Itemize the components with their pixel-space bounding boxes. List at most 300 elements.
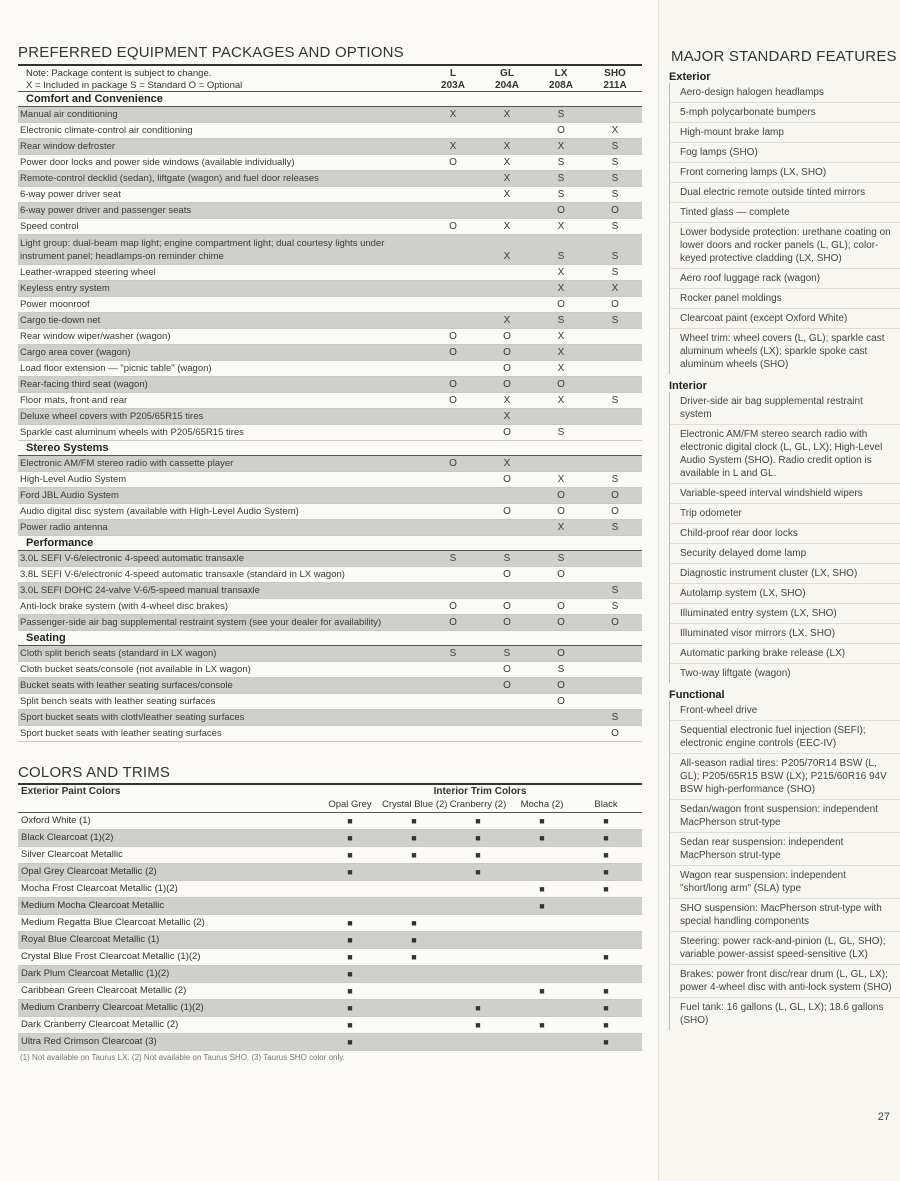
option-availability: X	[557, 283, 565, 294]
option-availability	[426, 678, 480, 693]
option-availability: X	[557, 522, 565, 533]
option-availability: X	[503, 251, 511, 262]
option-availability: X	[557, 474, 565, 485]
packages-table	[18, 92, 642, 742]
availability-marker: ■	[475, 850, 481, 860]
option-availability: S	[611, 395, 619, 406]
exterior-header: Exterior Paint Colors	[21, 786, 121, 797]
option-availability	[588, 456, 642, 471]
availability-marker: ■	[411, 952, 417, 962]
option-availability	[426, 504, 480, 519]
option-label: Manual air conditioning	[20, 109, 118, 120]
option-availability	[588, 377, 642, 392]
trim-column-header: Black	[594, 799, 618, 810]
availability-marker: ■	[347, 867, 353, 877]
feature-item: Sequential electronic fuel injection (SEFI); electronic engine controls (EEC-IV)	[670, 720, 900, 753]
availability-marker: ■	[539, 884, 545, 894]
option-availability: O	[611, 490, 619, 501]
availability-marker	[382, 898, 446, 914]
option-availability	[534, 409, 588, 424]
option-availability: X	[503, 221, 511, 232]
option-label: Deluxe wheel covers with P205/65R15 tires	[20, 411, 204, 422]
option-availability	[480, 694, 534, 709]
option-availability: O	[611, 617, 619, 628]
availability-marker	[446, 915, 510, 931]
feature-item: Illuminated visor mirrors (LX, SHO)	[670, 623, 900, 643]
table-row	[18, 139, 642, 155]
availability-marker: ■	[347, 1037, 353, 1047]
availability-marker: ■	[539, 901, 545, 911]
availability-marker	[510, 1000, 574, 1016]
trim-header-row	[18, 797, 642, 813]
option-availability: X	[557, 141, 565, 152]
feature-list	[669, 83, 900, 374]
paint-color-name: Ultra Red Crimson Clearcoat (3)	[21, 1036, 157, 1047]
feature-item: Wagon rear suspension: independent "short/long arm" (SLA) type	[670, 865, 900, 898]
feature-item: Driver-side air bag supplemental restraint system	[680, 396, 863, 420]
colors-footnote: (1) Not available on Taurus LX. (2) Not available on Taurus SHO. (3) Taurus SHO color only.	[20, 1053, 345, 1062]
table-row	[18, 710, 642, 726]
option-availability: O	[557, 696, 565, 707]
option-label: High-Level Audio System	[20, 474, 127, 485]
table-row	[18, 345, 642, 361]
availability-marker: ■	[411, 850, 417, 860]
option-availability: X	[503, 109, 511, 120]
table-row	[18, 830, 642, 847]
availability-marker	[510, 966, 574, 982]
option-availability: O	[611, 299, 619, 310]
availability-marker	[510, 949, 574, 965]
option-availability: X	[557, 221, 565, 232]
option-label: Cargo tie-down net	[20, 315, 101, 326]
option-label: Ford JBL Audio System	[20, 490, 119, 501]
table-row	[18, 155, 642, 171]
availability-marker: ■	[411, 935, 417, 945]
feature-item: Sedan rear suspension: independent MacPherson strut-type	[670, 832, 900, 865]
table-row	[18, 488, 642, 504]
availability-marker	[446, 932, 510, 948]
feature-item: Autolamp system (LX, SHO)	[670, 583, 900, 603]
option-availability: O	[503, 601, 511, 612]
table-row	[18, 694, 642, 710]
table-row	[18, 520, 642, 536]
option-availability: S	[611, 173, 619, 184]
option-availability: O	[503, 617, 511, 628]
table-row	[18, 551, 642, 567]
table-row	[18, 472, 642, 488]
table-row	[18, 203, 642, 219]
feature-item: Rocker panel moldings	[670, 288, 900, 308]
table-row	[18, 393, 642, 409]
package-column-l: L 203A	[441, 68, 465, 91]
availability-marker	[446, 1034, 510, 1050]
table-row	[18, 235, 642, 265]
availability-marker	[382, 881, 446, 897]
package-column-lx: LX 208A	[549, 68, 573, 91]
option-availability	[480, 123, 534, 138]
option-availability: S	[611, 189, 619, 200]
option-label: 6-way power driver and passenger seats	[20, 205, 192, 216]
option-availability: O	[611, 728, 619, 739]
option-availability	[588, 694, 642, 709]
option-availability	[426, 520, 480, 535]
option-availability: O	[449, 379, 457, 390]
option-availability: X	[503, 141, 511, 152]
feature-group-heading: Interior	[669, 380, 707, 392]
table-row	[18, 966, 642, 983]
availability-marker	[446, 949, 510, 965]
option-label: Anti-lock brake system (with 4-wheel disc brakes)	[20, 601, 229, 612]
availability-marker: ■	[347, 952, 353, 962]
option-label: Audio digital disc system (available with High-Level Audio System)	[20, 506, 299, 517]
option-availability: S	[557, 251, 565, 262]
option-label: Sport bucket seats with cloth/leather seating surfaces	[20, 712, 245, 723]
option-availability: X	[449, 141, 457, 152]
option-availability: O	[503, 569, 511, 580]
table-row	[18, 847, 642, 864]
colors-table	[18, 783, 642, 1051]
option-availability	[426, 726, 480, 741]
option-label: Electronic AM/FM stereo radio with cassette player	[20, 458, 234, 469]
availability-marker: ■	[603, 986, 609, 996]
option-availability	[426, 361, 480, 376]
feature-item: All-season radial tires: P205/70R14 BSW (L, GL); P205/65R15 BSW (LX); P215/60R16 94V BSW high-performance (SHO)	[670, 753, 900, 799]
availability-marker	[510, 1034, 574, 1050]
table-row	[18, 881, 642, 898]
table-row	[18, 297, 642, 313]
availability-marker: ■	[603, 1020, 609, 1030]
option-availability	[426, 265, 480, 280]
option-availability	[534, 726, 588, 741]
availability-marker	[510, 932, 574, 948]
option-availability: S	[557, 664, 565, 675]
option-availability: S	[611, 474, 619, 485]
option-availability: S	[611, 221, 619, 232]
option-availability: X	[503, 157, 511, 168]
option-availability	[534, 583, 588, 598]
feature-item: Variable-speed interval windshield wipers	[670, 483, 900, 503]
option-availability: O	[503, 331, 511, 342]
option-availability: S	[557, 427, 565, 438]
option-availability	[426, 583, 480, 598]
option-availability: X	[449, 109, 457, 120]
left-column	[18, 44, 642, 1062]
feature-item: Brakes: power front disc/rear drum (L, GL, LX); power 4-wheel disc with anti-lock system (SHO)	[670, 964, 900, 997]
option-availability: S	[557, 553, 565, 564]
option-availability: O	[557, 299, 565, 310]
note-line-1: Note: Package content is subject to change.	[26, 68, 212, 79]
trim-column-header: Crystal Blue (2)	[382, 799, 448, 810]
colors-title: COLORS AND TRIMS	[18, 764, 171, 781]
option-availability	[480, 203, 534, 218]
feature-item: Aero roof luggage rack (wagon)	[670, 268, 900, 288]
availability-marker: ■	[539, 816, 545, 826]
feature-list	[669, 701, 900, 1030]
option-availability	[426, 425, 480, 440]
colors-header	[18, 783, 642, 797]
option-availability	[588, 551, 642, 566]
option-availability: S	[611, 141, 619, 152]
table-row	[18, 281, 642, 297]
availability-marker: ■	[475, 867, 481, 877]
availability-marker	[382, 1000, 446, 1016]
option-availability: S	[503, 553, 511, 564]
paint-color-name: Medium Cranberry Clearcoat Metallic (1)(2)	[21, 1002, 204, 1013]
option-availability	[480, 583, 534, 598]
packages-header	[18, 64, 642, 92]
table-row	[18, 409, 642, 425]
option-availability: O	[449, 157, 457, 168]
availability-marker	[446, 983, 510, 999]
option-availability: O	[557, 490, 565, 501]
option-availability: S	[611, 251, 619, 262]
availability-marker: ■	[411, 833, 417, 843]
option-availability: O	[557, 648, 565, 659]
option-availability: O	[449, 395, 457, 406]
availability-marker	[318, 898, 382, 914]
table-row	[18, 915, 642, 932]
feature-group-heading: Functional	[669, 689, 725, 701]
option-availability	[426, 297, 480, 312]
option-availability: O	[611, 205, 619, 216]
availability-marker: ■	[539, 1020, 545, 1030]
option-availability	[426, 281, 480, 296]
option-label: Bucket seats with leather seating surfaces/console	[20, 680, 233, 691]
option-availability: O	[557, 680, 565, 691]
note-line-2: X = Included in package S = Standard O = Optional	[26, 80, 243, 91]
option-label: Leather-wrapped steering wheel	[20, 267, 156, 278]
features-panel	[658, 0, 900, 1181]
option-availability	[426, 203, 480, 218]
table-row	[18, 583, 642, 599]
availability-marker: ■	[411, 816, 417, 826]
option-availability	[426, 187, 480, 202]
option-availability: X	[557, 347, 565, 358]
table-row	[18, 107, 642, 123]
option-label: Rear window wiper/washer (wagon)	[20, 331, 171, 342]
availability-marker: ■	[475, 1020, 481, 1030]
availability-marker	[382, 1034, 446, 1050]
availability-marker: ■	[475, 1003, 481, 1013]
feature-item: Steering: power rack-and-pinion (L, GL, SHO); variable power-assist speed-sensitive (LX)	[670, 931, 900, 964]
option-availability	[588, 107, 642, 122]
option-availability: S	[557, 189, 565, 200]
option-availability: O	[557, 569, 565, 580]
feature-item: Electronic AM/FM stereo search radio with electronic digital clock (L, GL, LX); High-Level Audio System (SHO). Radio credit option is available in L and GL.	[670, 424, 900, 483]
availability-marker	[318, 881, 382, 897]
option-availability	[534, 456, 588, 471]
option-availability: S	[503, 648, 511, 659]
feature-group-heading: Exterior	[669, 71, 711, 83]
option-availability	[426, 694, 480, 709]
option-availability: O	[503, 363, 511, 374]
feature-item: Diagnostic instrument cluster (LX, SHO)	[670, 563, 900, 583]
feature-item: Front cornering lamps (LX, SHO)	[670, 162, 900, 182]
table-row	[18, 726, 642, 742]
package-column-gl: GL 204A	[495, 68, 519, 91]
option-availability: X	[557, 267, 565, 278]
option-label: Sport bucket seats with leather seating surfaces	[20, 728, 222, 739]
option-availability	[480, 265, 534, 280]
option-availability: X	[503, 173, 511, 184]
trim-column-header: Cranberry (2)	[449, 799, 507, 810]
paint-color-name: Oxford White (1)	[21, 815, 91, 826]
table-row	[18, 932, 642, 949]
table-row	[18, 265, 642, 281]
option-label: 3.0L SEFI V-6/electronic 4-speed automatic transaxle	[20, 553, 245, 564]
option-availability	[588, 361, 642, 376]
option-availability: O	[557, 379, 565, 390]
option-label: Power door locks and power side windows (available individually)	[20, 157, 295, 168]
feature-item: Child-proof rear door locks	[670, 523, 900, 543]
availability-marker	[446, 966, 510, 982]
option-availability: O	[503, 680, 511, 691]
category-heading: Stereo Systems	[18, 441, 642, 456]
option-availability: O	[449, 617, 457, 628]
feature-item: Automatic parking brake release (LX)	[670, 643, 900, 663]
option-availability	[588, 425, 642, 440]
feature-item: Two-way liftgate (wagon)	[670, 663, 900, 683]
table-row	[18, 864, 642, 881]
feature-item: Front-wheel drive	[680, 705, 758, 716]
availability-marker: ■	[539, 833, 545, 843]
option-label: Cargo area cover (wagon)	[20, 347, 131, 358]
option-availability: O	[449, 601, 457, 612]
option-availability: O	[557, 205, 565, 216]
table-row	[18, 898, 642, 915]
availability-marker	[574, 898, 638, 914]
table-row	[18, 1017, 642, 1034]
option-availability	[426, 171, 480, 186]
availability-marker: ■	[603, 1003, 609, 1013]
option-availability: O	[503, 427, 511, 438]
feature-item: SHO suspension: MacPherson strut-type with special handling components	[670, 898, 900, 931]
option-label: Speed control	[20, 221, 79, 232]
paint-color-name: Medium Regatta Blue Clearcoat Metallic (2)	[21, 917, 205, 928]
table-row	[18, 377, 642, 393]
option-availability	[480, 726, 534, 741]
availability-marker	[510, 864, 574, 880]
option-availability	[480, 297, 534, 312]
trim-column-header: Opal Grey	[328, 799, 372, 810]
availability-marker: ■	[347, 816, 353, 826]
option-label: Passenger-side air bag supplemental restraint system (see your dealer for availability)	[20, 617, 382, 628]
option-availability: X	[557, 331, 565, 342]
availability-marker	[382, 983, 446, 999]
option-availability	[480, 710, 534, 725]
paint-color-name: Medium Mocha Clearcoat Metallic	[21, 900, 165, 911]
option-availability: O	[503, 506, 511, 517]
option-label: Power moonroof	[20, 299, 90, 310]
availability-marker: ■	[347, 850, 353, 860]
availability-marker: ■	[347, 918, 353, 928]
option-label: Cloth bucket seats/console (not available in LX wagon)	[20, 664, 251, 675]
option-availability: O	[503, 474, 511, 485]
page-number: 27	[877, 1111, 890, 1123]
option-availability	[426, 235, 480, 264]
availability-marker	[510, 847, 574, 863]
option-availability	[588, 662, 642, 677]
table-row	[18, 1000, 642, 1017]
availability-marker: ■	[347, 833, 353, 843]
table-row	[18, 329, 642, 345]
option-availability	[480, 488, 534, 503]
option-availability	[426, 123, 480, 138]
feature-item: Clearcoat paint (except Oxford White)	[670, 308, 900, 328]
feature-item: Tinted glass — complete	[670, 202, 900, 222]
package-column-sho: SHO 211A	[603, 68, 627, 91]
option-availability	[588, 409, 642, 424]
option-availability: S	[611, 522, 619, 533]
option-availability	[426, 313, 480, 328]
option-availability	[426, 409, 480, 424]
option-availability	[426, 488, 480, 503]
table-row	[18, 646, 642, 662]
feature-item: Aero-design halogen headlamps	[680, 87, 824, 98]
feature-item: Illuminated entry system (LX, SHO)	[670, 603, 900, 623]
feature-item: Fog lamps (SHO)	[670, 142, 900, 162]
option-availability: S	[611, 601, 619, 612]
table-row	[18, 599, 642, 615]
option-availability: S	[611, 585, 619, 596]
availability-marker: ■	[603, 867, 609, 877]
option-label: Load floor extension — "picnic table" (wagon)	[20, 363, 212, 374]
option-availability: S	[557, 157, 565, 168]
table-row	[18, 504, 642, 520]
option-label: Electronic climate-control air conditioning	[20, 125, 193, 136]
option-availability: O	[449, 221, 457, 232]
table-row	[18, 361, 642, 377]
availability-marker: ■	[603, 850, 609, 860]
availability-marker	[382, 864, 446, 880]
option-label: Remote-control decklid (sedan), liftgate (wagon) and fuel door releases	[20, 173, 319, 184]
availability-marker	[446, 898, 510, 914]
option-availability: O	[557, 617, 565, 628]
availability-marker: ■	[603, 884, 609, 894]
option-availability: X	[611, 125, 619, 136]
option-availability: O	[557, 125, 565, 136]
availability-marker: ■	[603, 952, 609, 962]
category-heading: Performance	[18, 536, 642, 551]
option-availability	[588, 567, 642, 582]
paint-color-name: Dark Cranberry Clearcoat Metallic (2)	[21, 1019, 179, 1030]
option-availability	[588, 345, 642, 360]
option-availability: O	[449, 458, 457, 469]
option-label: Keyless entry system	[20, 283, 110, 294]
option-availability: X	[503, 315, 511, 326]
option-availability: X	[503, 189, 511, 200]
option-availability: X	[557, 363, 565, 374]
table-row	[18, 1034, 642, 1051]
table-row	[18, 456, 642, 472]
feature-item: High-mount brake lamp	[670, 122, 900, 142]
option-label: Split bench seats with leather seating surfaces	[20, 696, 216, 707]
option-availability: S	[557, 173, 565, 184]
table-row	[18, 219, 642, 235]
table-row	[18, 171, 642, 187]
availability-marker: ■	[347, 935, 353, 945]
availability-marker: ■	[347, 969, 353, 979]
feature-item: Lower bodyside protection: urethane coating on lower doors and rocker panels (L, GL); color-keyed protective cladding (LX, SHO)	[670, 222, 900, 268]
paint-color-name: Caribbean Green Clearcoat Metallic (2)	[21, 985, 187, 996]
option-availability: S	[611, 157, 619, 168]
availability-marker: ■	[475, 816, 481, 826]
option-availability: S	[557, 109, 565, 120]
table-row	[18, 313, 642, 329]
availability-marker	[574, 966, 638, 982]
option-availability: O	[503, 347, 511, 358]
feature-item: 5-mph polycarbonate bumpers	[670, 102, 900, 122]
